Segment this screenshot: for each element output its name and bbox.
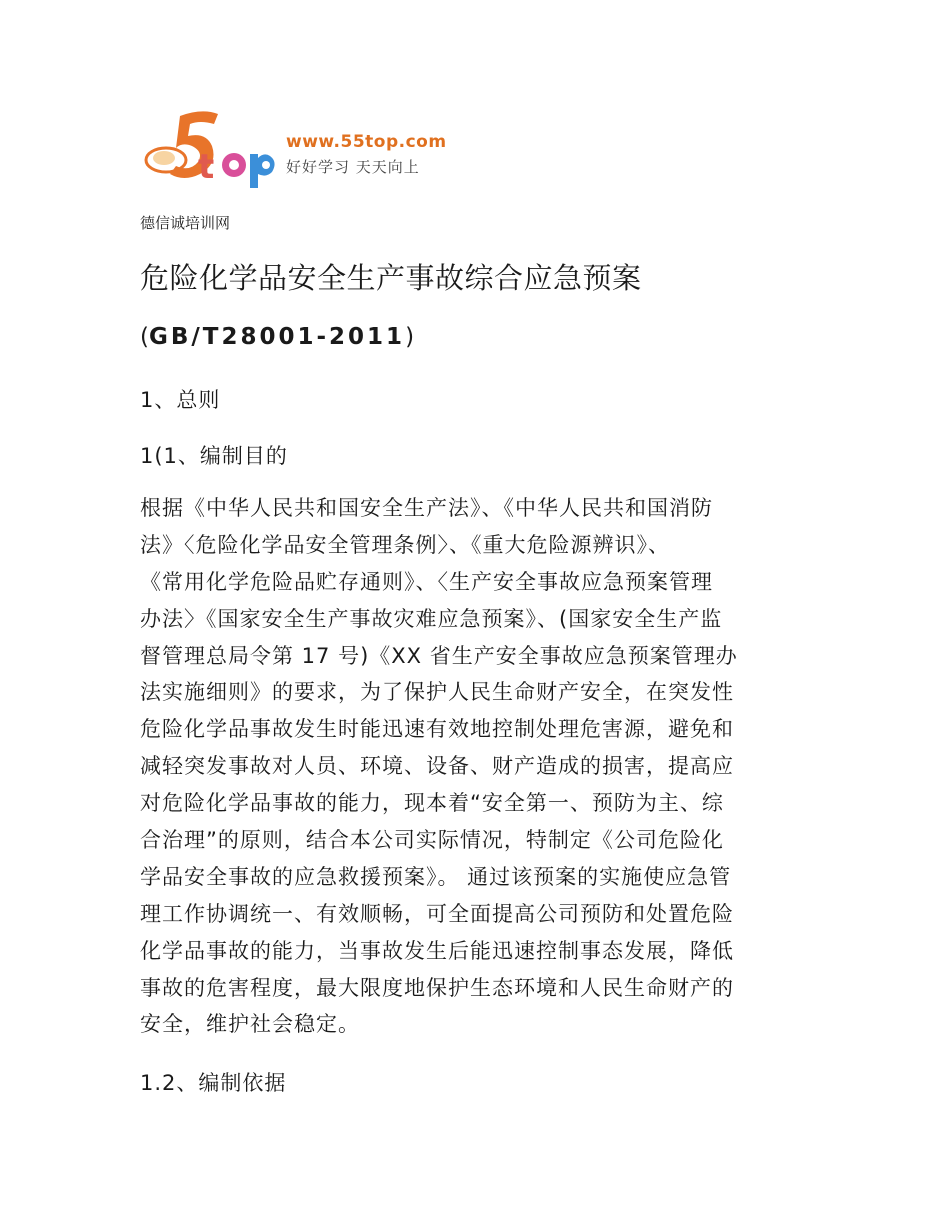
paragraph-line: 法》〈危险化学品安全管理条例〉、《重大危险源辨识》、 <box>140 532 670 557</box>
section-heading-basis: 1.2、编制依据 <box>140 1071 287 1095</box>
standard-open-paren: ( <box>140 324 149 350</box>
paragraph-line: 减轻突发事故对人员、环境、设备、财产造成的损害，提高应 <box>140 754 734 779</box>
logo-letter-p <box>250 154 275 188</box>
paragraph-line: 根据《中华人民共和国安全生产法》、《中华人民共和国消防 <box>140 496 713 520</box>
site-logo <box>140 108 460 192</box>
site-name: 德信诚培训网 <box>140 214 231 232</box>
paragraph-line: 学品安全事故的应急救援预案》。 通过该预案的实施使应急管 <box>140 864 732 889</box>
document-title: 危险化学品安全生产事故综合应急预案 <box>140 261 642 295</box>
paragraph-line: 法实施细则》的要求，为了保护人民生命财产安全，在突发性 <box>140 680 734 705</box>
paragraph-line: 理工作协调统一、有效顺畅，可全面提高公司预防和处置危险 <box>140 901 734 926</box>
paragraph-line: 化学品事故的能力，当事故发生后能迅速控制事态发展，降低 <box>140 938 734 963</box>
paragraph-line: 危险化学品事故发生时能迅速有效地控制处理危害源，避免和 <box>140 717 734 742</box>
purpose-paragraph <box>140 490 820 1043</box>
paragraph-line: 办法〉《国家安全生产事故灾难应急预案》、(国家安全生产监 <box>140 606 723 631</box>
document-standard <box>140 324 414 350</box>
section-heading-general: 1、总则 <box>140 388 221 412</box>
logo-slogan: 好好学习 天天向上 <box>286 158 420 176</box>
logo-website: www.55top.com <box>286 132 447 152</box>
logo-letter-t: t <box>198 147 215 187</box>
paragraph-line: 对危险化学品事故的能力，现本着“安全第一、预防为主、综 <box>140 791 724 816</box>
paragraph-line: 合治理”的原则，结合本公司实际情况，特制定《公司危险化 <box>140 828 724 853</box>
paragraph-line: 安全，维护社会稳定。 <box>140 1012 360 1037</box>
logo-letter-p-hole <box>262 161 270 169</box>
paragraph-line: 事故的危害程度，最大限度地保护生态环境和人民生命财产的 <box>140 975 734 1000</box>
swirl-oval-inner <box>153 151 175 165</box>
paragraph-line: 督管理总局令第 17 号)《XX 省生产安全事故应急预案管理办 <box>140 643 738 668</box>
paragraph-line: 《常用化学危险品贮存通则》、〈生产安全事故应急预案管理 <box>140 569 713 594</box>
standard-code: GB/T28001-2011 <box>148 324 406 350</box>
section-heading-purpose: 1(1、编制目的 <box>140 444 288 468</box>
standard-close-paren: ) <box>405 324 415 350</box>
logo-letter-o-hole <box>229 160 239 170</box>
